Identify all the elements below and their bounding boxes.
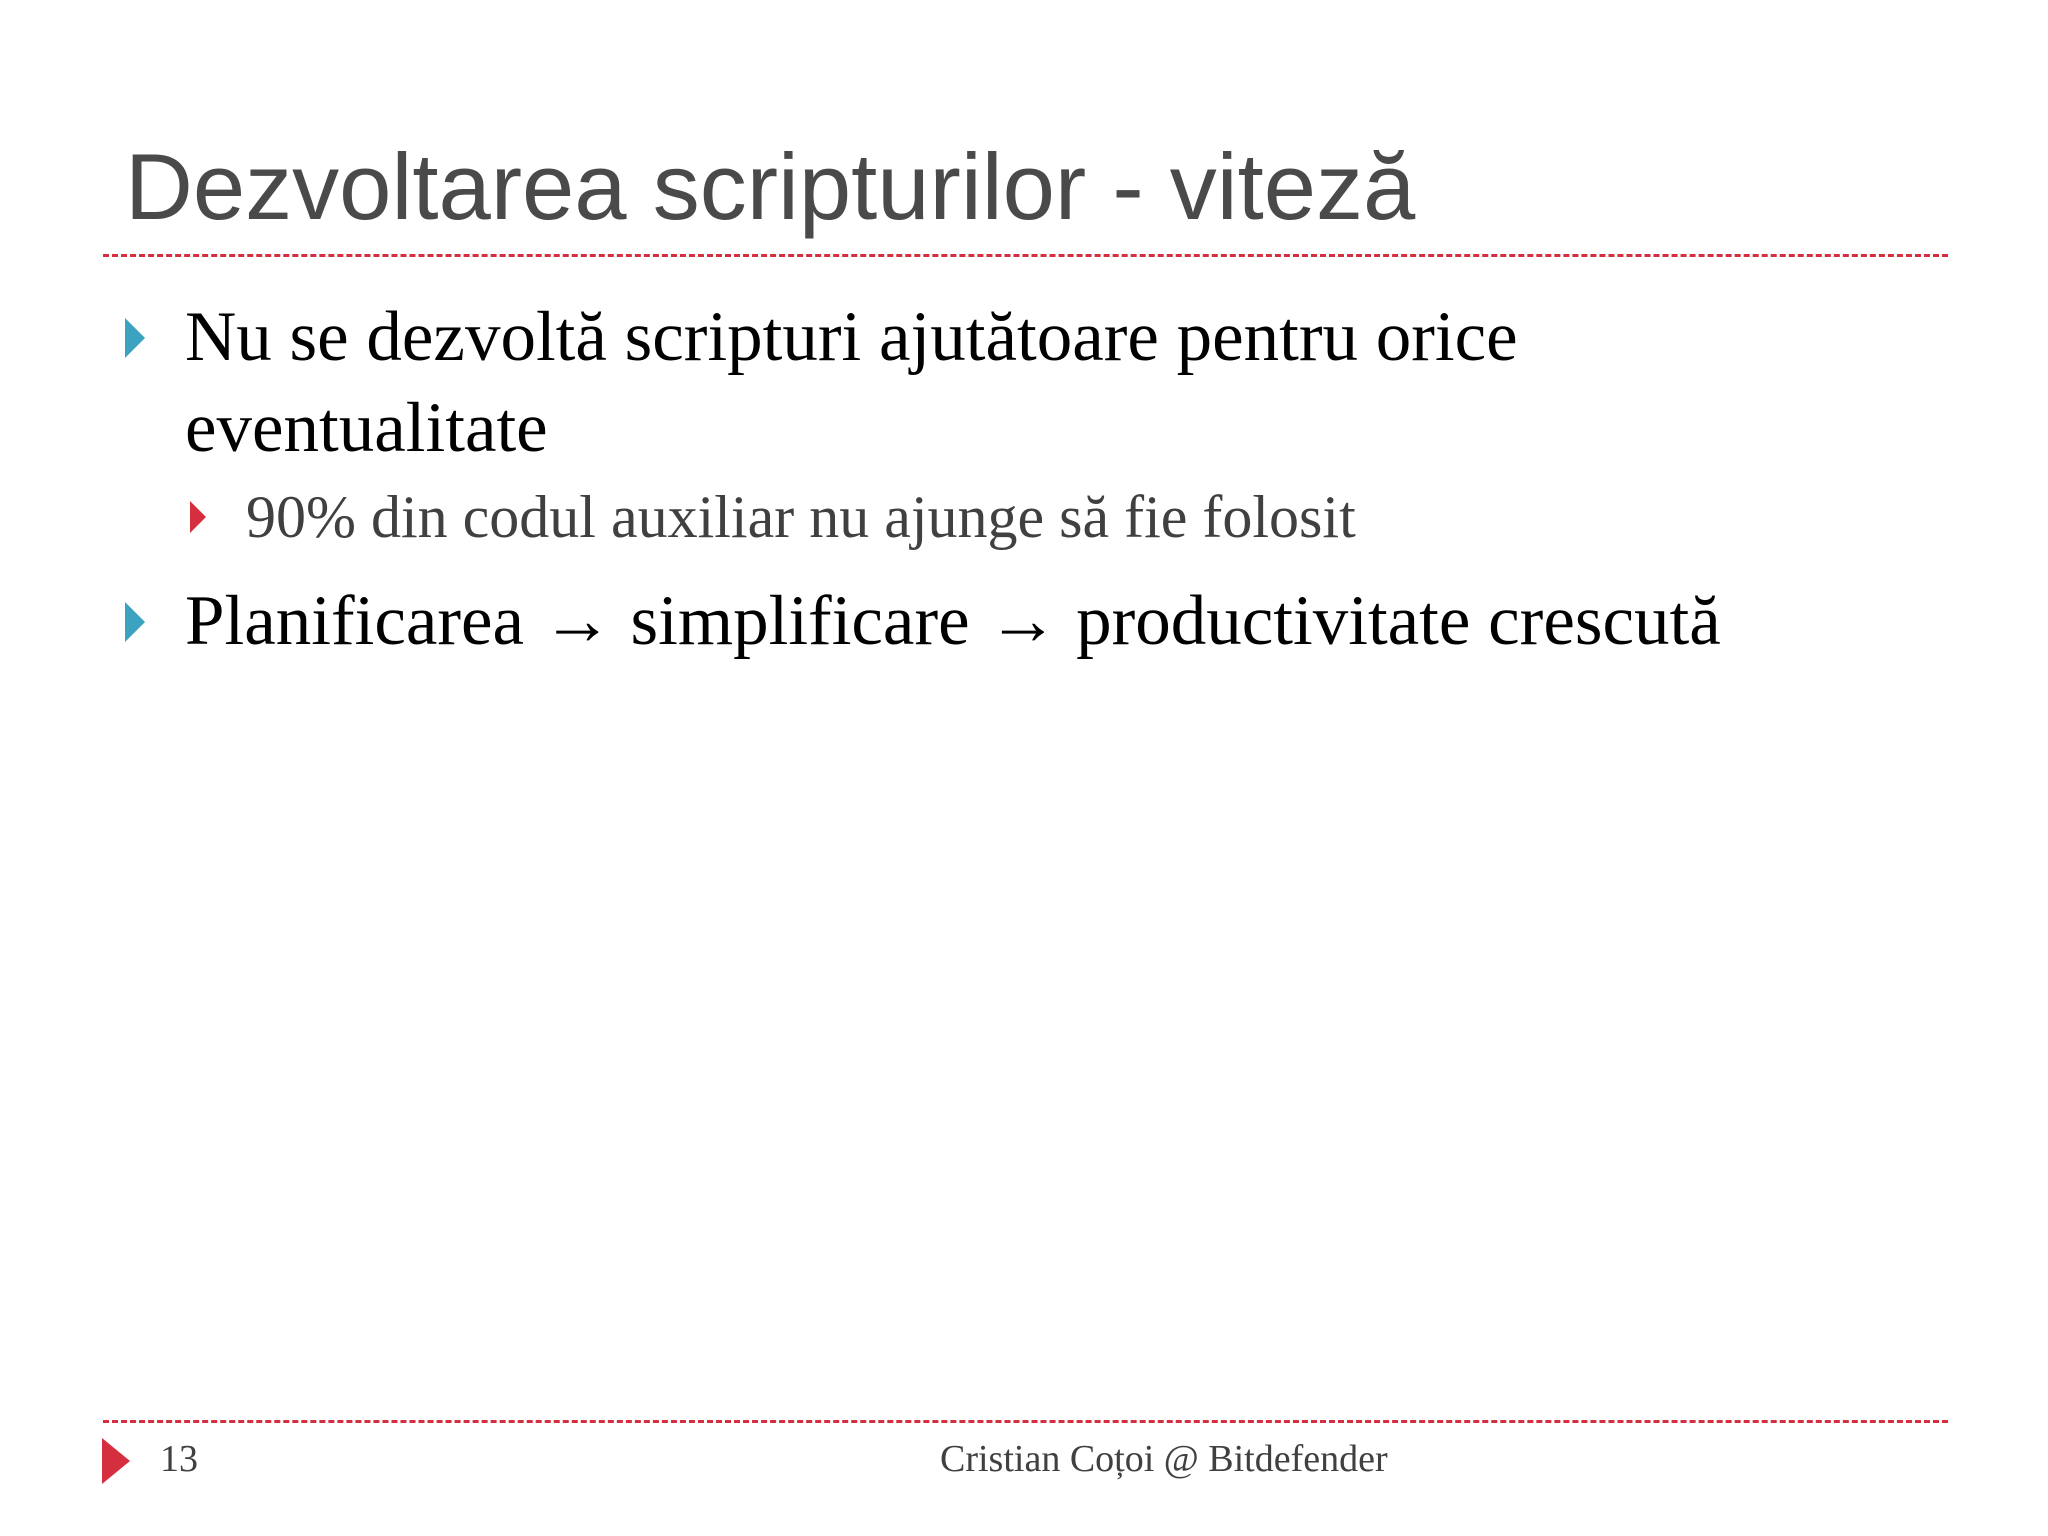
sub-bullet-triangle-icon <box>190 501 206 533</box>
footer-author: Cristian Coțoi @ Bitdefender <box>940 1438 1388 1480</box>
slide-title: Dezvoltarea scripturilor - viteză <box>125 134 1416 239</box>
bullet-triangle-icon <box>125 602 145 642</box>
page-number: 13 <box>160 1438 198 1480</box>
bullet-2 <box>125 576 1825 667</box>
title-divider <box>103 254 1948 257</box>
sub-bullet-1-text: 90% din codul auxiliar nu ajunge să fie folosit <box>246 484 1356 550</box>
bullet-triangle-icon <box>125 318 145 358</box>
sub-bullet-1 <box>190 482 1356 552</box>
footer-divider <box>103 1420 1948 1423</box>
bullet-1 <box>125 292 1625 474</box>
bullet-1-text: Nu se dezvoltă scripturi ajutătoare pentru orice eventualitate <box>185 298 1518 467</box>
bullet-2-text: Planificarea → simplificare → productivitate crescută <box>185 582 1721 660</box>
footer-triangle-icon <box>102 1438 130 1484</box>
